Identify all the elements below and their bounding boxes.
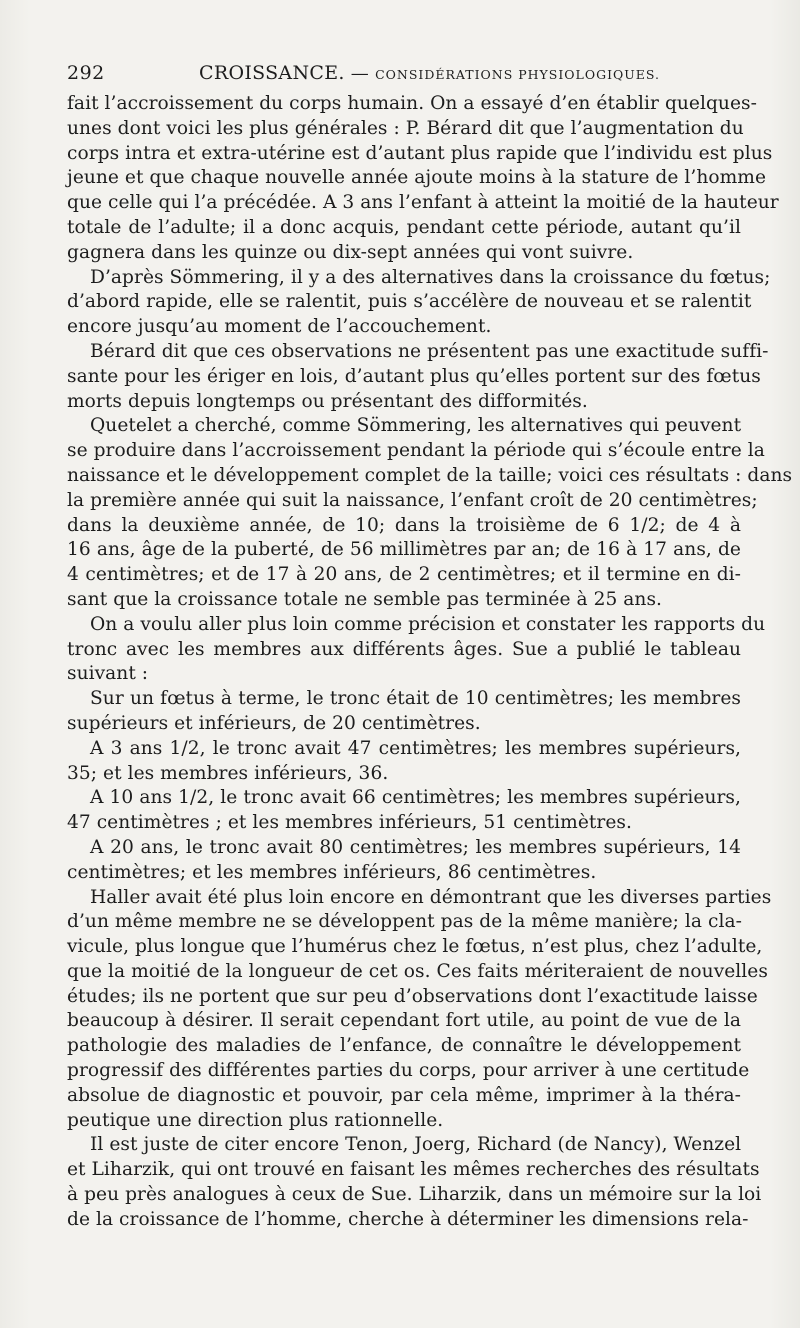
text-line: unes dont voici les plus générales : P. Bérard dit que l’augmentation du (67, 117, 744, 139)
text-line: études; ils ne portent que sur peu d’observations dont l’exactitude laisse (67, 985, 758, 1007)
text-line: gagnera dans les quinze ou dix-sept années qui vont suivre. (67, 241, 634, 263)
text-line: A 3 ans 1/2, le tronc avait 47 centimètres; les membres supérieurs, (90, 737, 741, 759)
text-line: d’un même membre ne se développent pas de la même manière; la cla- (67, 911, 742, 933)
text-line: suivant : (67, 663, 149, 685)
text-line: beaucoup à désirer. Il serait cependant fort utile, au point de vue de la (67, 1010, 741, 1032)
running-title (199, 58, 660, 90)
page-number: 292 (67, 62, 105, 84)
text-line: On a voulu aller plus loin comme précision et constater les rapports du (90, 613, 766, 635)
chapter-subtitle: CONSIDÉRATIONS PHYSIOLOGIQUES. (375, 67, 661, 82)
text-line: supérieurs et inférieurs, de 20 centimètres. (67, 712, 481, 734)
text-line: Quetelet a cherché, comme Sömmering, les alternatives qui peuvent (90, 415, 742, 437)
text-line: Il est juste de citer encore Tenon, Joerg, Richard (de Nancy), Wenzel (90, 1134, 742, 1156)
text-line: de la croissance de l’homme, cherche à déterminer les dimensions rela- (67, 1208, 749, 1230)
text-line: et Liharzik, qui ont trouvé en faisant les mêmes recherches des résultats (67, 1159, 760, 1181)
text-line: d’abord rapide, elle se ralentit, puis s’accélère de nouveau et se ralentit (67, 291, 752, 313)
text-line: A 10 ans 1/2, le tronc avait 66 centimètres; les membres supérieurs, (90, 787, 741, 809)
body-text (67, 92, 793, 1233)
text-line: pathologie des maladies de l’enfance, de connaître le développement (67, 1035, 741, 1057)
running-head (67, 58, 747, 88)
text-line: Haller avait été plus loin encore en démontrant que les diverses parties (90, 886, 772, 908)
text-line: se produire dans l’accroissement pendant la période qui s’écoule entre la (67, 440, 765, 462)
text-line: vicule, plus longue que l’humérus chez le fœtus, n’est plus, chez l’adulte, (67, 936, 763, 958)
text-line: encore jusqu’au moment de l’accouchement. (67, 316, 492, 338)
text-line: dans la deuxième année, de 10; dans la troisième de 6 1/2; de 4 à (67, 514, 741, 536)
text-line: sant que la croissance totale ne semble pas terminée à 25 ans. (67, 588, 663, 610)
text-line: Sur un fœtus à terme, le tronc était de 10 centimètres; les membres (90, 688, 741, 710)
text-line: corps intra et extra-utérine est d’autant plus rapide que l’individu est plus (67, 142, 773, 164)
text-line: morts depuis longtemps ou présentant des difformités. (67, 390, 588, 412)
text-line: tronc avec les membres aux différents âges. Sue a publié le tableau (67, 638, 741, 660)
text-line: la première année qui suit la naissance, l’enfant croît de 20 centimètres; (67, 489, 758, 511)
text-line: absolue de diagnostic et pouvoir, par cela même, imprimer à la théra- (67, 1084, 741, 1106)
text-line: Bérard dit que ces observations ne présentent pas une exactitude suffi- (90, 340, 769, 362)
text-line: jeune et que chaque nouvelle année ajoute moins à la stature de l’homme (67, 167, 767, 189)
text-line: 16 ans, âge de la puberté, de 56 millimètres par an; de 16 à 17 ans, de (67, 539, 741, 561)
text-line: fait l’accroissement du corps humain. On a essayé d’en établir quelques- (67, 93, 757, 114)
text-line: sante pour les ériger en lois, d’autant plus qu’elles portent sur des fœtus (67, 365, 761, 387)
text-line: totale de l’adulte; il a donc acquis, pendant cette période, autant qu’il (67, 216, 741, 238)
text-line: peutique une direction plus rationnelle. (67, 1109, 444, 1131)
text-line: D’après Sömmering, il y a des alternatives dans la croissance du fœtus; (90, 266, 771, 288)
text-line: à peu près analogues à ceux de Sue. Liharzik, dans un mémoire sur la loi (67, 1184, 762, 1206)
text-line: centimètres; et les membres inférieurs, 86 centimètres. (67, 861, 597, 883)
text-line: A 20 ans, le tronc avait 80 centimètres; les membres supérieurs, 14 (90, 836, 741, 858)
text-line: progressif des différentes parties du corps, pour arriver à une certitude (67, 1060, 750, 1082)
text-line: naissance et le développement complet de la taille; voici ces résultats : dans (67, 464, 793, 486)
text-line: que celle qui l’a précédée. A 3 ans l’enfant à atteint la moitié de la hauteur (67, 192, 779, 214)
text-line: 35; et les membres inférieurs, 36. (67, 762, 389, 784)
text-line: 4 centimètres; et de 17 à 20 ans, de 2 centimètres; et il termine en di- (67, 564, 741, 586)
chapter-title: CROISSANCE. (199, 62, 345, 84)
text-line: que la moitié de la longueur de cet os. Ces faits mériteraient de nouvelles (67, 960, 768, 982)
title-separator: — (350, 63, 370, 84)
text-line: 47 centimètres ; et les membres inférieurs, 51 centimètres. (67, 812, 632, 834)
